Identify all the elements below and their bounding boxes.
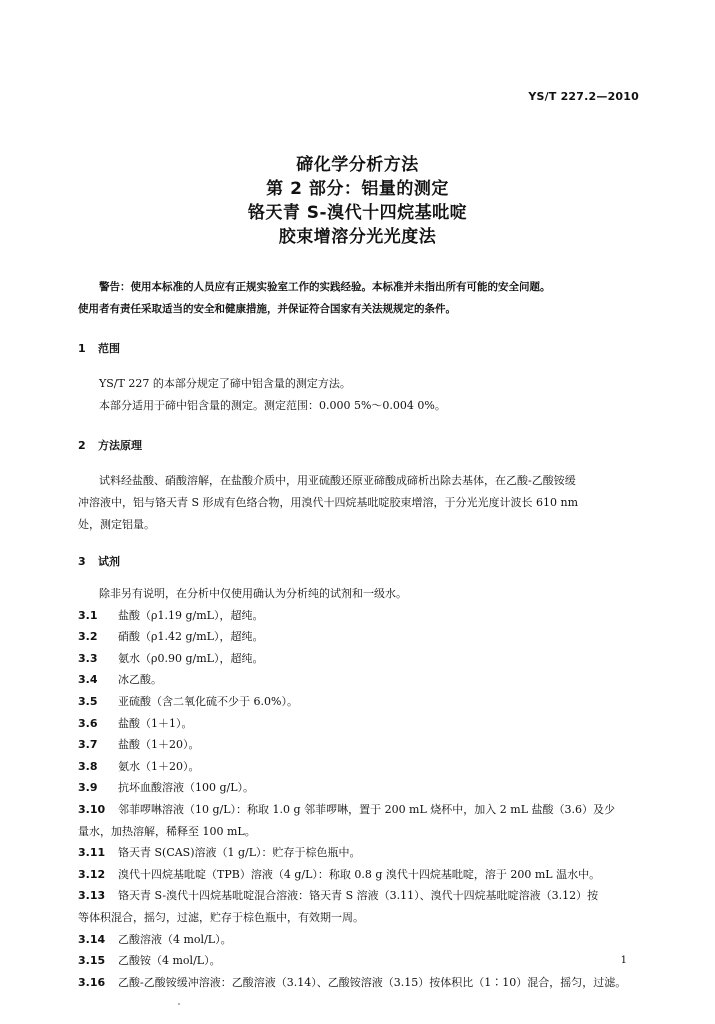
item-number: 3.14 xyxy=(78,932,106,946)
scope-para-1: YS/T 227 的本部分规定了碲中铝含量的测定方法。 xyxy=(99,377,351,390)
title-line-4: 胶束增溶分光光度法 xyxy=(278,227,437,247)
item-number: 3.11 xyxy=(78,846,106,860)
item-number: 3.1 xyxy=(78,608,98,622)
item-number: 3.13 xyxy=(78,889,106,903)
principle-line-1: 试料经盐酸、硝酸溶解，在盐酸介质中，用亚硫酸还原亚碲酸成碲析出除去基体，在乙酸-乙酸铵缓 xyxy=(99,474,576,487)
item-number: 3.16 xyxy=(78,975,106,989)
item-number: 3.6 xyxy=(78,716,98,730)
section-title: 方法原理 xyxy=(98,439,142,452)
principle-line-2: 冲溶液中，铝与铬天青 S 形成有色络合物，用溴代十四烷基吡啶胶束增溶，于分光光度计波长 610 nm xyxy=(78,496,579,509)
section-number: 3 xyxy=(78,555,86,568)
list-item xyxy=(78,842,644,864)
item-text: 硝酸（ρ1.42 g/mL），超纯。 xyxy=(118,630,264,644)
list-item-continuation: 等体积混合，摇匀，过滤，贮存于棕色瓶中，有效期一周。 xyxy=(78,910,364,924)
section-title: 试剂 xyxy=(98,555,120,568)
item-number: 3.3 xyxy=(78,651,98,665)
section-heading-reagents xyxy=(78,553,120,569)
item-number: 3.8 xyxy=(78,759,98,773)
item-text: 冰乙酸。 xyxy=(118,673,162,687)
item-text: 盐酸（ρ1.19 g/mL），超纯。 xyxy=(118,608,264,622)
section-heading-scope xyxy=(78,340,120,356)
item-text: 氨水（ρ0.90 g/mL），超纯。 xyxy=(118,651,264,665)
item-number: 3.9 xyxy=(78,781,98,795)
item-number: 3.4 xyxy=(78,673,98,687)
standard-code: YS/T 227.2—2010 xyxy=(528,90,639,103)
list-item xyxy=(78,972,644,994)
principle-paragraph xyxy=(78,470,644,536)
item-text: 盐酸（1＋20）。 xyxy=(118,738,200,752)
section-number: 1 xyxy=(78,342,86,355)
title-line-1: 碲化学分析方法 xyxy=(296,155,419,175)
document-title xyxy=(0,153,715,249)
list-item xyxy=(78,734,644,756)
item-number: 3.7 xyxy=(78,738,98,752)
item-text: 溴代十四烷基吡啶（TPB）溶液（4 g/L）：称取 0.8 g 溴代十四烷基吡啶，溶于 200 mL 温水中。 xyxy=(118,867,601,881)
item-text: 盐酸（1＋1）。 xyxy=(118,716,193,730)
warning-notice xyxy=(78,276,644,320)
item-number: 3.5 xyxy=(78,694,98,708)
principle-line-3: 处，测定铝量。 xyxy=(78,518,155,531)
list-item xyxy=(78,626,644,648)
item-text: 乙酸-乙酸铵缓冲溶液：乙酸溶液（3.14）、乙酸铵溶液（3.15）按体积比（1∶10）混合，摇匀，过滤。 xyxy=(118,975,627,989)
list-item xyxy=(78,691,644,713)
list-item xyxy=(78,777,644,799)
list-item xyxy=(78,885,644,907)
list-item xyxy=(78,864,644,886)
list-item xyxy=(78,713,644,735)
item-text: 乙酸铵（4 mol/L）。 xyxy=(118,954,221,968)
item-text: 铬天青 S-溴代十四烷基吡啶混合溶液：铬天青 S 溶液（3.11）、溴代十四烷基吡啶溶液（3.12）按 xyxy=(118,889,599,903)
title-line-2: 第 2 部分：铝量的测定 xyxy=(266,179,449,199)
section-number: 2 xyxy=(78,439,86,452)
list-item xyxy=(78,950,644,972)
section-heading-principle xyxy=(78,437,142,453)
list-item xyxy=(78,605,644,627)
section-title: 范围 xyxy=(98,342,120,355)
scan-speck xyxy=(178,1003,180,1005)
item-text: 氨水（1＋20）。 xyxy=(118,759,200,773)
item-number: 3.15 xyxy=(78,954,106,968)
item-number: 3.10 xyxy=(78,802,106,816)
warning-line-1: 警告：使用本标准的人员应有正规实验室工作的实践经验。本标准并未指出所有可能的安全问题。 xyxy=(99,281,551,293)
item-text: 亚硫酸（含二氧化硫不少于 6.0%）。 xyxy=(118,694,298,708)
item-text: 铬天青 S(CAS)溶液（1 g/L）：贮存于棕色瓶中。 xyxy=(118,846,361,860)
item-text: 邻菲啰啉溶液（10 g/L）：称取 1.0 g 邻菲啰啉，置于 200 mL 烧杯中，加入 2 mL 盐酸（3.6）及少 xyxy=(118,802,616,816)
warning-line-2: 使用者有责任采取适当的安全和健康措施，并保证符合国家有关法规规定的条件。 xyxy=(78,303,456,315)
item-text: 乙酸溶液（4 mol/L）。 xyxy=(118,932,232,946)
list-item xyxy=(78,756,644,778)
reagents-intro: 除非另有说明，在分析中仅使用确认为分析纯的试剂和一级水。 xyxy=(99,587,407,600)
scope-para-2: 本部分适用于碲中铝含量的测定。测定范围：0.000 5%～0.004 0%。 xyxy=(99,399,446,412)
list-item xyxy=(78,929,644,951)
list-item xyxy=(78,799,644,821)
list-item xyxy=(78,648,644,670)
item-text: 抗坏血酸溶液（100 g/L）。 xyxy=(118,781,255,795)
list-item-continuation: 量水，加热溶解，稀释至 100 mL。 xyxy=(78,824,256,838)
title-line-3: 铬天青 S-溴代十四烷基吡啶 xyxy=(247,203,468,223)
reagent-list xyxy=(78,583,644,993)
page-number: 1 xyxy=(620,955,627,966)
scope-paragraphs xyxy=(78,373,644,417)
list-item xyxy=(78,669,644,691)
item-number: 3.2 xyxy=(78,630,98,644)
item-number: 3.12 xyxy=(78,867,106,881)
